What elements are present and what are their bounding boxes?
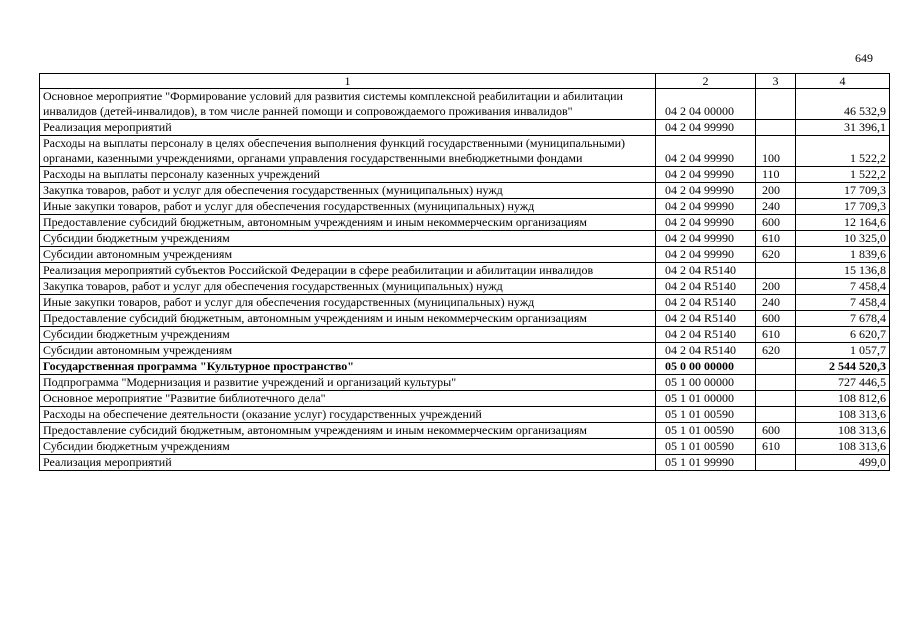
column-header-code: 2: [656, 74, 756, 89]
row-amount-cell: 7 458,4: [796, 295, 890, 311]
row-code-cell: 05 1 01 00590: [656, 439, 756, 455]
row-type-cell: 600: [756, 215, 796, 231]
row-type-cell: 620: [756, 343, 796, 359]
row-name-cell: Закупка товаров, работ и услуг для обеспечения государственных (муниципальных) нужд: [40, 183, 656, 199]
row-type-cell: [756, 120, 796, 136]
row-name-cell: Предоставление субсидий бюджетным, автономным учреждениям и иным некоммерческим организациям: [40, 423, 656, 439]
row-amount-cell: 108 313,6: [796, 423, 890, 439]
table-row: [40, 423, 890, 439]
row-amount-cell: 1 057,7: [796, 343, 890, 359]
row-type-cell: 240: [756, 199, 796, 215]
row-name-cell: Субсидии бюджетным учреждениям: [40, 231, 656, 247]
row-type-cell: 620: [756, 247, 796, 263]
row-amount-cell: 46 532,9: [796, 89, 890, 120]
table-row: [40, 359, 890, 375]
budget-table: [39, 73, 890, 471]
row-type-cell: [756, 359, 796, 375]
table-row: [40, 327, 890, 343]
table-row: [40, 231, 890, 247]
row-amount-cell: 2 544 520,3: [796, 359, 890, 375]
row-name-cell: Расходы на обеспечение деятельности (оказание услуг) государственных учреждений: [40, 407, 656, 423]
row-type-cell: 610: [756, 327, 796, 343]
row-name-cell: Расходы на выплаты персоналу казенных учреждений: [40, 167, 656, 183]
table-row: [40, 136, 890, 167]
row-code-cell: 04 2 04 99990: [656, 136, 756, 167]
page-number: 649: [855, 51, 873, 65]
row-code-cell: 04 2 04 00000: [656, 89, 756, 120]
row-name-cell: Закупка товаров, работ и услуг для обеспечения государственных (муниципальных) нужд: [40, 279, 656, 295]
row-type-cell: 600: [756, 423, 796, 439]
row-name-cell: Предоставление субсидий бюджетным, автономным учреждениям и иным некоммерческим организациям: [40, 311, 656, 327]
row-code-cell: 05 1 01 00590: [656, 423, 756, 439]
row-amount-cell: 499,0: [796, 455, 890, 471]
row-code-cell: 04 2 04 R5140: [656, 263, 756, 279]
table-row: [40, 375, 890, 391]
table-row: [40, 295, 890, 311]
row-type-cell: 610: [756, 231, 796, 247]
row-amount-cell: 727 446,5: [796, 375, 890, 391]
row-amount-cell: 17 709,3: [796, 183, 890, 199]
row-name-cell: Иные закупки товаров, работ и услуг для обеспечения государственных (муниципальных) нужд: [40, 199, 656, 215]
row-name-cell: Реализация мероприятий субъектов Российской Федерации в сфере реабилитации и абилитации инвалидов: [40, 263, 656, 279]
table-row: [40, 311, 890, 327]
row-amount-cell: 1 839,6: [796, 247, 890, 263]
row-name-cell: Предоставление субсидий бюджетным, автономным учреждениям и иным некоммерческим организациям: [40, 215, 656, 231]
row-code-cell: 04 2 04 99990: [656, 247, 756, 263]
table-row: [40, 215, 890, 231]
row-type-cell: 600: [756, 311, 796, 327]
row-code-cell: 04 2 04 99990: [656, 167, 756, 183]
table-row: [40, 263, 890, 279]
row-type-cell: 610: [756, 439, 796, 455]
row-code-cell: 05 1 00 00000: [656, 375, 756, 391]
table-row: [40, 391, 890, 407]
row-type-cell: [756, 455, 796, 471]
table-row: [40, 120, 890, 136]
row-type-cell: [756, 89, 796, 120]
row-code-cell: 04 2 04 R5140: [656, 295, 756, 311]
row-amount-cell: 15 136,8: [796, 263, 890, 279]
row-code-cell: 04 2 04 99990: [656, 215, 756, 231]
row-code-cell: 05 1 01 00590: [656, 407, 756, 423]
table-row: [40, 89, 890, 120]
row-amount-cell: 12 164,6: [796, 215, 890, 231]
row-amount-cell: 31 396,1: [796, 120, 890, 136]
row-code-cell: 04 2 04 R5140: [656, 279, 756, 295]
table-row: [40, 455, 890, 471]
table-row: [40, 199, 890, 215]
row-type-cell: 100: [756, 136, 796, 167]
table-header-row: [40, 74, 890, 89]
row-type-cell: 110: [756, 167, 796, 183]
row-type-cell: [756, 375, 796, 391]
row-code-cell: 04 2 04 R5140: [656, 327, 756, 343]
row-type-cell: 200: [756, 279, 796, 295]
row-code-cell: 05 1 01 00000: [656, 391, 756, 407]
row-code-cell: 04 2 04 R5140: [656, 343, 756, 359]
row-type-cell: [756, 391, 796, 407]
row-type-cell: 240: [756, 295, 796, 311]
table-row: [40, 167, 890, 183]
table-row: [40, 247, 890, 263]
column-header-type: 3: [756, 74, 796, 89]
row-name-cell: Субсидии бюджетным учреждениям: [40, 327, 656, 343]
row-name-cell: Иные закупки товаров, работ и услуг для обеспечения государственных (муниципальных) нужд: [40, 295, 656, 311]
row-amount-cell: 108 313,6: [796, 407, 890, 423]
table-body: [40, 89, 890, 471]
row-name-cell: Субсидии автономным учреждениям: [40, 343, 656, 359]
row-amount-cell: 108 812,6: [796, 391, 890, 407]
row-code-cell: 04 2 04 R5140: [656, 311, 756, 327]
table-row: [40, 279, 890, 295]
column-header-amount: 4: [796, 74, 890, 89]
row-amount-cell: 1 522,2: [796, 136, 890, 167]
row-amount-cell: 108 313,6: [796, 439, 890, 455]
row-code-cell: 04 2 04 99990: [656, 231, 756, 247]
row-amount-cell: 6 620,7: [796, 327, 890, 343]
table-row: [40, 183, 890, 199]
column-header-name: 1: [40, 74, 656, 89]
row-name-cell: Реализация мероприятий: [40, 455, 656, 471]
row-name-cell: Субсидии автономным учреждениям: [40, 247, 656, 263]
row-type-cell: [756, 263, 796, 279]
row-type-cell: [756, 407, 796, 423]
row-name-cell: Подпрограмма "Модернизация и развитие учреждений и организаций культуры": [40, 375, 656, 391]
row-amount-cell: 7 458,4: [796, 279, 890, 295]
row-type-cell: 200: [756, 183, 796, 199]
row-name-cell: Субсидии бюджетным учреждениям: [40, 439, 656, 455]
row-name-cell: Основное мероприятие "Формирование условий для развития системы комплексной реабилитации и абилитации инвалидов (детей-инвалидов), в том числе ранней помощи и сопровождаемого проживания инвалидов": [40, 89, 656, 120]
row-code-cell: 05 0 00 00000: [656, 359, 756, 375]
row-code-cell: 04 2 04 99990: [656, 120, 756, 136]
row-amount-cell: 10 325,0: [796, 231, 890, 247]
row-code-cell: 05 1 01 99990: [656, 455, 756, 471]
row-code-cell: 04 2 04 99990: [656, 183, 756, 199]
row-amount-cell: 1 522,2: [796, 167, 890, 183]
row-name-cell: Расходы на выплаты персоналу в целях обеспечения выполнения функций государственными (муниципальными) органами, казенными учреждениями, органами управления государственными внебюджетными фондами: [40, 136, 656, 167]
row-amount-cell: 17 709,3: [796, 199, 890, 215]
table-row: [40, 343, 890, 359]
row-code-cell: 04 2 04 99990: [656, 199, 756, 215]
row-name-cell: Государственная программа "Культурное пространство": [40, 359, 656, 375]
row-name-cell: Основное мероприятие "Развитие библиотечного дела": [40, 391, 656, 407]
row-name-cell: Реализация мероприятий: [40, 120, 656, 136]
table-row: [40, 407, 890, 423]
row-amount-cell: 7 678,4: [796, 311, 890, 327]
table-row: [40, 439, 890, 455]
